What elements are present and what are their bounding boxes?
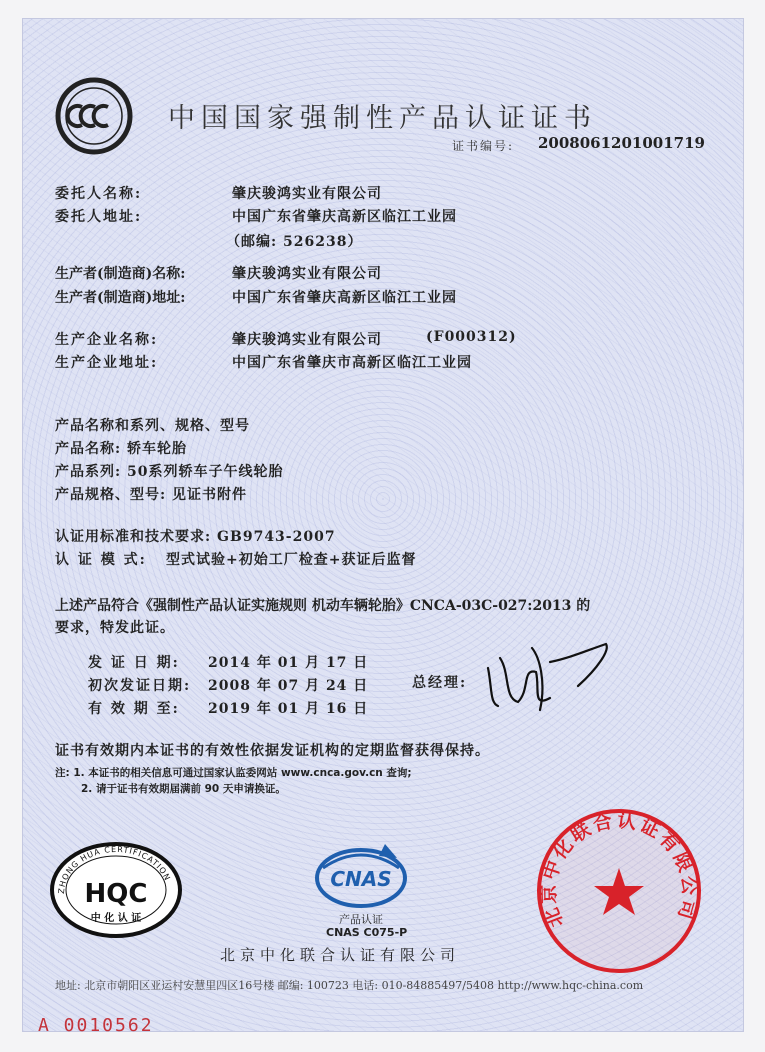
certificate-number: 2008061201001719: [538, 134, 705, 152]
factory-address-label: 生产企业地址:: [55, 355, 159, 371]
product-heading: 产品名称和系列、规格、型号: [55, 418, 250, 434]
certificate-number-label: 证书编号:: [452, 139, 515, 153]
validity-note: 证书有效期内本证书的有效性依据发证机构的定期监督获得保持。: [55, 743, 490, 759]
general-manager-label: 总经理:: [412, 675, 468, 691]
note-line-1: 注: 1. 本证书的相关信息可通过国家认监委网站 www.cnca.gov.cn 查询;: [55, 767, 412, 779]
valid-until-label: 有 效 期 至:: [88, 701, 180, 717]
client-address: 中国广东省肇庆高新区临江工业园: [232, 209, 457, 225]
product-spec-line: 产品规格、型号: 见证书附件: [55, 487, 248, 503]
factory-code: (F000312): [426, 329, 517, 345]
valid-until-date: 2019 年 01 月 16 日: [208, 701, 369, 717]
manufacturer-name: 肇庆骏鸿实业有限公司: [232, 266, 382, 282]
factory-name-label: 生产企业名称:: [55, 332, 159, 348]
client-address-label: 委托人地址:: [55, 209, 143, 225]
first-issue-date-label: 初次发证日期:: [88, 678, 192, 694]
svg-text:CNAS: CNAS: [330, 867, 392, 891]
client-name: 肇庆骏鸿实业有限公司: [232, 186, 382, 202]
issue-date-label: 发 证 日 期:: [88, 655, 180, 671]
client-postcode: （邮编: 526238）: [226, 234, 363, 250]
certificate-title: 中国国家强制性产品认证证书: [168, 103, 597, 134]
manufacturer-address: 中国广东省肇庆高新区临江工业园: [232, 290, 457, 306]
first-issue-date: 2008 年 07 月 24 日: [208, 678, 369, 694]
ccc-logo-icon: [54, 76, 134, 156]
statement-line-1: 上述产品符合《强制性产品认证实施规则 机动车辆轮胎》CNCA-03C-027:2013 的: [55, 598, 591, 614]
factory-address: 中国广东省肇庆市高新区临江工业园: [232, 355, 472, 371]
issuer-name: 北京中化联合认证有限公司: [220, 946, 461, 964]
svg-text:中 化 认 证: 中 化 认 证: [90, 913, 142, 924]
company-seal-icon: [534, 806, 704, 976]
cnas-caption-2: CNAS C075-P: [326, 926, 408, 939]
svg-text:HQC: HQC: [84, 879, 148, 909]
certification-mode-label: 认 证 模 式:: [55, 552, 147, 568]
manufacturer-address-label: 生产者(制造商)地址:: [55, 290, 186, 306]
standard-line: 认证用标准和技术要求: GB9743-2007: [55, 529, 336, 545]
cnas-caption-1: 产品认证: [339, 913, 383, 926]
signature-image: [470, 628, 620, 718]
serial-number: A 0010562: [38, 1015, 154, 1036]
factory-name: 肇庆骏鸿实业有限公司: [232, 332, 382, 348]
svg-text:ZHONG HUA CERTIFICATION: ZHONG HUA CERTIFICATION: [56, 844, 173, 895]
product-name-line: 产品名称: 轿车轮胎: [55, 441, 188, 457]
statement-line-2: 要求，特发此证。: [55, 620, 175, 636]
cnas-logo-icon: [315, 838, 407, 912]
issue-date: 2014 年 01 月 17 日: [208, 655, 369, 671]
manufacturer-name-label: 生产者(制造商)名称:: [55, 266, 186, 282]
hqc-logo-icon: [48, 838, 184, 938]
certification-mode: 型式试验+初始工厂检查+获证后监督: [166, 552, 417, 568]
client-name-label: 委托人名称:: [55, 186, 143, 202]
product-series-line: 产品系列: 50系列轿车子午线轮胎: [55, 464, 284, 480]
note-line-2: 2. 请于证书有效期届满前 90 天申请换证。: [81, 783, 286, 795]
issuer-address: 地址: 北京市朝阳区亚运村安慧里四区16号楼 邮编: 100723 电话: 010-84885497/5408 http://www.hqc-china.com: [55, 979, 644, 992]
svg-text:北京中化联合认证有限公司: 北京中化联合认证有限公司: [537, 809, 701, 931]
